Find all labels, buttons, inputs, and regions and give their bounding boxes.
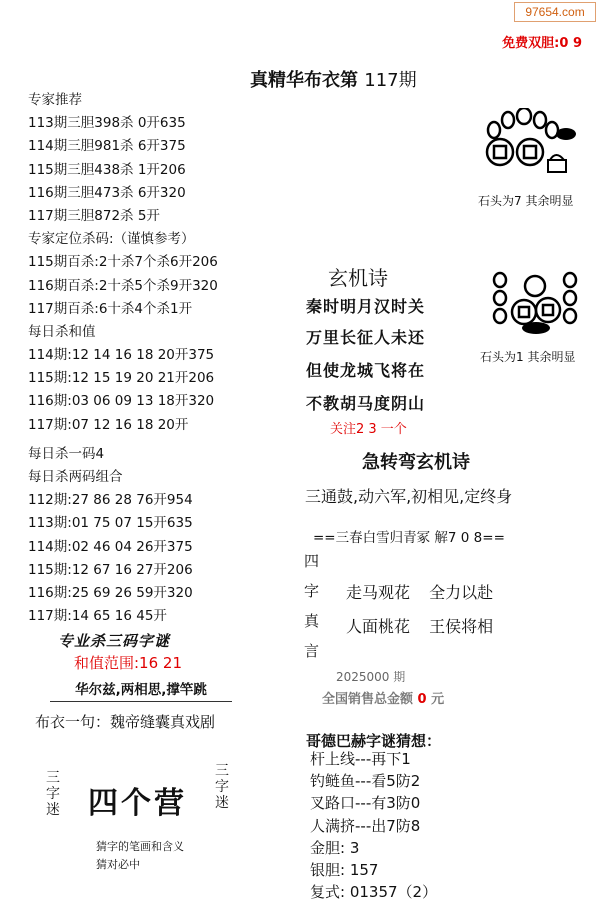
two-combo-heading: 每日杀两码组合 — [28, 469, 123, 485]
goedel-row: 钓鲢鱼---看5防2 — [310, 772, 421, 791]
stone-hint-7: 石头为7 其余明显 — [478, 194, 574, 208]
coin-ring-icon — [490, 268, 590, 338]
position-row: 117期百杀:6十杀4个杀1开 — [28, 300, 193, 317]
left-column — [28, 89, 218, 628]
poem-line: 但使龙城飞将在 — [306, 361, 426, 380]
free-double-pick: 免费双胆:0 9 — [502, 36, 582, 51]
four-words-row-2: 人面桃花 王侯将相 — [346, 617, 494, 636]
two-combo-row: 113期:01 75 07 15开635 — [28, 515, 193, 532]
position-row: 115期百杀:2十杀7个杀6开206 — [28, 254, 218, 271]
pun-line: 华尔兹,两相思,撑竿跳 — [50, 678, 232, 702]
coin-chain-icon — [482, 108, 582, 183]
urgent-line: 三通鼓,动六军,初相见,定终身 — [305, 487, 513, 506]
sumval-heading: 每日杀和值 — [28, 323, 96, 340]
sumval-row: 114期:12 14 16 18 20开375 — [28, 347, 215, 364]
kill-one-code: 每日杀一码4 — [28, 445, 105, 462]
focus-note: 关注2 3 一个 — [330, 422, 407, 437]
sales-amount: 0 — [417, 692, 427, 707]
two-combo-row: 112期:27 86 28 76开954 — [28, 492, 193, 509]
poem-line: 万里长征人未还 — [306, 328, 426, 347]
sumval-row: 115期:12 15 19 20 21开206 — [28, 370, 215, 387]
goedel-row: 叉路口---有3防0 — [310, 794, 421, 813]
two-combo-row: 116期:25 69 26 59开320 — [28, 584, 193, 601]
goedel-row: 人满挤---出7防8 — [310, 816, 421, 835]
goedel-row: 复式: 01357（2） — [310, 883, 438, 902]
stone-hint-1: 石头为1 其余明显 — [480, 350, 576, 364]
sales-period: 2025000 期 — [336, 670, 406, 684]
sumval-row: 117期:07 12 16 18 20开 — [28, 416, 189, 433]
page-title — [250, 66, 417, 92]
goedel-list — [310, 748, 437, 903]
four-words-label: 四 字 真 言 — [304, 552, 320, 660]
position-heading: 专家定位杀码:（谨慎参考） — [28, 231, 195, 248]
poem-line: 不教胡马度阴山 — [306, 394, 426, 413]
goedel-row: 杆上线---再下1 — [310, 750, 411, 768]
expert-row: 115期三胆438杀 1开206 — [28, 161, 186, 178]
two-combo-row: 115期:12 67 16 27开206 — [28, 561, 193, 578]
expert-row: 117期三胆872杀 5开 — [28, 207, 160, 224]
title-issue: 117期 — [364, 70, 417, 91]
site-watermark: 97654.com — [514, 2, 596, 22]
urgent-solve: ==三春白雪归青冢 解7 0 8== — [313, 530, 505, 546]
goedel-heading: 哥德巴赫字谜猜想： — [306, 732, 442, 750]
xuanji-heading: 玄机诗 — [328, 266, 388, 290]
buyi-sentence: 布衣一句：魏帝缝囊真戏剧 — [35, 713, 216, 731]
sumval-row: 116期:03 06 09 13 18开320 — [28, 393, 215, 410]
sales-total: 全国销售总金额 0 元 — [322, 692, 445, 707]
expert-heading: 专家推荐 — [28, 92, 82, 108]
goedel-row: 金胆: 3 — [310, 838, 360, 857]
expert-row: 113期三胆398杀 0开635 — [28, 115, 186, 132]
title-main: 真精华布衣第 — [250, 70, 358, 91]
two-combo-row: 114期:02 46 04 26开375 — [28, 538, 193, 555]
expert-row: 116期三胆473杀 6开320 — [28, 184, 186, 201]
guess-hint: 猜字的笔画和含义 — [96, 840, 184, 853]
side-label-left: 三 字 迷 — [46, 770, 60, 818]
goedel-row: 银胆: 157 — [310, 860, 379, 879]
guess-right: 猜对必中 — [96, 858, 140, 871]
side-label-right: 三 字 迷 — [215, 763, 229, 811]
two-combo-row: 117期:14 65 16 45开 — [28, 608, 167, 625]
riddle-stamp: 专业杀三码字谜 — [58, 632, 171, 650]
sum-range: 和值范围:16 21 — [74, 654, 182, 672]
urgent-heading: 急转弯玄机诗 — [362, 452, 470, 473]
expert-row: 114期三胆981杀 6开375 — [28, 138, 186, 155]
position-row: 116期百杀:2十杀5个杀9开320 — [28, 277, 218, 294]
four-words-row-1: 走马观花 全力以赴 — [346, 583, 494, 602]
four-camps-riddle: 四个营 — [88, 786, 187, 821]
poem-line: 秦时明月汉时关 — [306, 297, 426, 316]
